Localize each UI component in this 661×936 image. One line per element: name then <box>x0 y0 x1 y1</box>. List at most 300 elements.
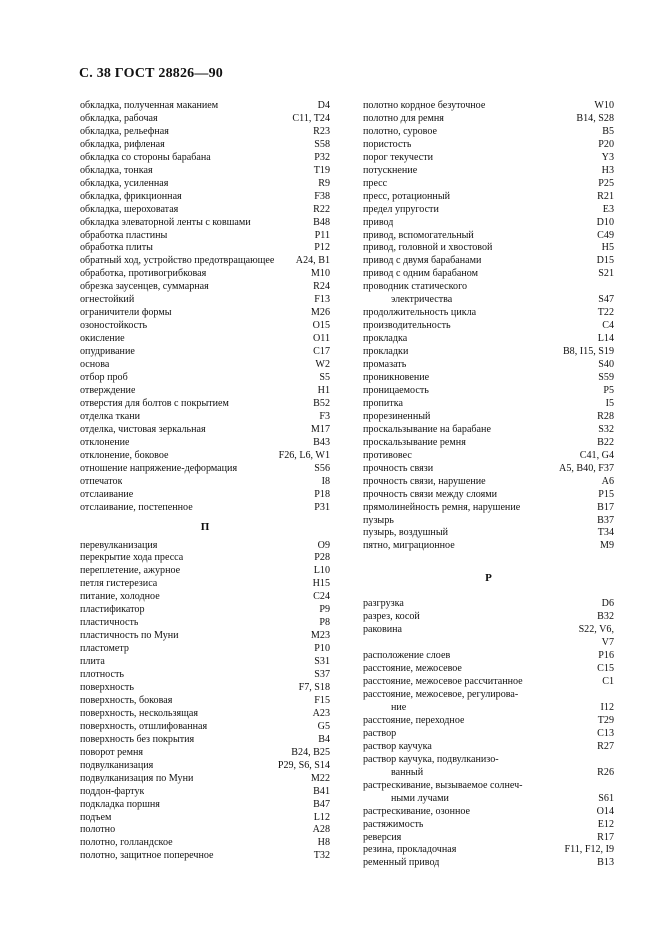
index-code: R9 <box>318 177 330 189</box>
index-entry <box>363 191 614 204</box>
index-term: прочность связи между слоями <box>363 488 498 500</box>
index-entry <box>80 268 330 281</box>
index-code: H15 <box>312 578 330 590</box>
index-entry <box>363 255 614 268</box>
index-code: M10 <box>310 268 330 280</box>
index-term: пористость <box>363 138 412 150</box>
index-entry <box>80 502 330 515</box>
index-term: прокладка <box>363 333 408 345</box>
index-entry <box>80 242 330 255</box>
index-code: C49 <box>597 229 614 241</box>
index-entry <box>363 624 614 637</box>
index-code: P18 <box>314 488 330 500</box>
index-code: S40 <box>598 359 614 371</box>
index-code: S21 <box>598 268 614 280</box>
index-column-right <box>363 100 614 870</box>
index-entry <box>80 139 330 152</box>
index-entry <box>80 307 330 320</box>
index-term: реверсия <box>363 831 402 843</box>
index-code: D4 <box>317 100 330 111</box>
index-code: C41, G4 <box>579 449 614 461</box>
index-entry <box>363 476 614 489</box>
index-term: расстояние, переходное <box>363 714 465 726</box>
index-list-o <box>80 100 330 515</box>
index-term: пузырь, воздушный <box>363 527 449 539</box>
index-entry <box>80 437 330 450</box>
index-term: противовес <box>363 449 412 461</box>
index-entry <box>363 450 614 463</box>
index-code: W10 <box>594 100 614 111</box>
index-entry <box>363 463 614 476</box>
index-entry <box>80 540 330 553</box>
index-entry <box>80 812 330 825</box>
index-entry <box>80 617 330 630</box>
index-code: C1 <box>602 676 614 688</box>
index-code: D10 <box>596 216 614 228</box>
index-entry <box>363 676 614 689</box>
index-code: A24, B1 <box>295 255 330 267</box>
index-code: E12 <box>597 818 614 830</box>
index-term: привод, вспомогательный <box>363 229 474 241</box>
index-code: R23 <box>313 125 330 137</box>
index-term: подкладка поршня <box>80 798 160 810</box>
index-entry <box>80 320 330 333</box>
index-entry <box>363 165 614 178</box>
index-term: озоностойкость <box>80 320 148 332</box>
index-term: полотно для ремня <box>363 112 444 124</box>
index-term: основа <box>80 359 110 371</box>
index-entry <box>363 372 614 385</box>
index-term: полотно, голландское <box>80 837 173 849</box>
index-list-p <box>80 540 330 864</box>
index-code: S58 <box>314 138 330 150</box>
index-term: привод с одним барабаном <box>363 268 478 280</box>
index-entry <box>363 281 614 294</box>
index-term: обработка пластины <box>80 229 168 241</box>
index-term: проскальзывание ремня <box>363 436 466 448</box>
index-entry <box>363 793 614 806</box>
index-term: пузырь <box>363 514 394 526</box>
index-entry <box>80 281 330 294</box>
index-code: P20 <box>598 138 614 150</box>
index-code: F3 <box>319 410 330 422</box>
index-entry <box>80 669 330 682</box>
index-code: M9 <box>599 540 614 552</box>
index-term: пластометр <box>80 643 129 655</box>
index-term: резина, прокладочная <box>363 844 457 856</box>
index-entry <box>80 760 330 773</box>
index-entry <box>363 502 614 515</box>
index-entry <box>80 411 330 424</box>
index-entry <box>80 630 330 643</box>
index-code: T22 <box>597 307 614 319</box>
index-term: отверждение <box>80 384 136 396</box>
index-term: пластичность по Муни <box>80 630 179 642</box>
index-term: проникновение <box>363 372 430 384</box>
index-code: P8 <box>319 617 330 629</box>
index-code: S37 <box>314 669 330 681</box>
index-term: производительность <box>363 320 451 332</box>
index-code: F13 <box>314 294 330 306</box>
index-code: C17 <box>313 346 330 358</box>
index-term: обкладка, фрикционная <box>80 190 182 202</box>
index-term: отклонение, боковое <box>80 449 169 461</box>
index-entry <box>363 741 614 754</box>
index-term: обкладка, полученная маканием <box>80 100 219 111</box>
index-code: M17 <box>310 423 330 435</box>
index-code: S22, V6, <box>578 624 614 636</box>
index-code: P10 <box>314 643 330 655</box>
index-code: P9 <box>319 604 330 616</box>
index-term: продолжительность цикла <box>363 307 477 319</box>
index-code: O9 <box>317 539 330 551</box>
index-code: C4 <box>602 320 614 332</box>
index-code: B17 <box>597 501 614 513</box>
index-entry <box>363 346 614 359</box>
index-code: S5 <box>319 372 330 384</box>
index-code: H8 <box>317 837 330 849</box>
index-entry <box>80 191 330 204</box>
index-code: B37 <box>597 514 614 526</box>
index-entry <box>80 333 330 346</box>
index-entry <box>80 695 330 708</box>
index-code: R17 <box>597 831 614 843</box>
section-letter-r: Р <box>485 572 492 585</box>
index-term: отверстия для болтов с покрытием <box>80 397 229 409</box>
index-term: проницаемость <box>363 384 429 396</box>
index-entry <box>80 178 330 191</box>
index-entry <box>80 476 330 489</box>
index-entry <box>80 113 330 126</box>
index-entry <box>80 463 330 476</box>
index-entry <box>363 268 614 281</box>
index-term: растяжимость <box>363 818 424 830</box>
index-entry <box>363 100 614 113</box>
index-term: перекрытие хода пресса <box>80 552 184 564</box>
index-term: промазать <box>363 359 407 371</box>
index-term: пресс, ротационный <box>363 190 450 202</box>
index-code: P16 <box>598 650 614 662</box>
index-term: расстояние, межосевое рассчитанное <box>363 676 523 688</box>
index-entry <box>80 786 330 799</box>
index-entry <box>80 850 330 863</box>
index-term: прочность связи <box>363 462 434 474</box>
index-entry <box>363 294 614 307</box>
index-code: L12 <box>313 811 330 823</box>
index-code: B5 <box>602 125 614 137</box>
index-code: I12 <box>600 701 614 713</box>
index-entry <box>363 663 614 676</box>
index-term: проводник статического <box>363 281 468 293</box>
index-term: пластичность <box>80 617 139 629</box>
index-code: M22 <box>310 772 330 784</box>
index-entry <box>80 721 330 734</box>
index-entry <box>363 230 614 243</box>
index-entry <box>363 217 614 230</box>
index-code: C11, T24 <box>292 112 330 124</box>
index-code: I5 <box>605 397 614 409</box>
index-code: I8 <box>321 475 330 487</box>
index-entry <box>80 604 330 617</box>
index-entry <box>363 780 614 793</box>
index-entry <box>80 398 330 411</box>
index-entry <box>80 152 330 165</box>
index-term: потускнение <box>363 164 418 176</box>
index-term: питание, холодное <box>80 591 160 603</box>
index-code: F7, S18 <box>298 681 330 693</box>
index-code: O11 <box>312 333 330 345</box>
index-entry <box>80 346 330 359</box>
index-term: ние <box>391 701 407 713</box>
index-entry <box>363 637 614 650</box>
index-term: подвулканизация <box>80 759 154 771</box>
index-entry <box>80 165 330 178</box>
index-code: S31 <box>314 656 330 668</box>
index-list-r <box>363 598 614 870</box>
index-term: поверхность <box>80 681 134 693</box>
index-entry <box>363 527 614 540</box>
index-code: T34 <box>597 527 614 539</box>
index-code: C15 <box>597 663 614 675</box>
index-code: P25 <box>598 177 614 189</box>
index-code: R28 <box>597 410 614 422</box>
index-term: пластификатор <box>80 604 145 616</box>
index-code: R22 <box>313 203 330 215</box>
index-entry <box>363 754 614 767</box>
index-term: ванный <box>391 766 424 778</box>
index-entry <box>363 411 614 424</box>
index-code: M23 <box>310 630 330 642</box>
index-entry <box>80 217 330 230</box>
index-entry <box>363 611 614 624</box>
index-code: R21 <box>597 190 614 202</box>
index-term: петля гистерезиса <box>80 578 158 590</box>
index-term: обкладка, шероховатая <box>80 203 179 215</box>
index-code: P15 <box>598 488 614 500</box>
index-term: обработка, противогрибковая <box>80 268 207 280</box>
index-entry <box>363 242 614 255</box>
index-term: обкладка, рабочая <box>80 112 158 124</box>
index-term: ными лучами <box>391 792 449 804</box>
index-term: ограничители формы <box>80 307 172 319</box>
index-code: P31 <box>314 501 330 513</box>
index-entry <box>80 255 330 268</box>
index-term: поддон-фартук <box>80 785 145 797</box>
index-entry <box>80 294 330 307</box>
index-code: Y3 <box>601 151 614 163</box>
index-code: H1 <box>317 384 330 396</box>
index-code: C13 <box>597 727 614 739</box>
index-term: плотность <box>80 669 124 681</box>
index-code: B22 <box>597 436 614 448</box>
index-code: B52 <box>313 397 330 409</box>
index-entry <box>80 230 330 243</box>
index-code: F26, L6, W1 <box>278 449 330 461</box>
index-entry <box>80 100 330 113</box>
index-term: обкладка со стороны барабана <box>80 151 211 163</box>
index-code: A6 <box>601 475 614 487</box>
index-term: пропитка <box>363 397 403 409</box>
index-term: прокладки <box>363 346 409 358</box>
index-term: отпечаток <box>80 475 123 487</box>
index-term: обрезка заусенцев, суммарная <box>80 281 209 293</box>
index-code: E3 <box>602 203 614 215</box>
index-term: расстояние, межосевое, регулирова- <box>363 689 519 701</box>
index-code: B8, I15, S19 <box>562 346 614 358</box>
index-code: S47 <box>598 294 614 306</box>
index-term: прорезиненный <box>363 410 431 422</box>
index-code: B48 <box>313 216 330 228</box>
index-term: прочность связи, нарушение <box>363 475 486 487</box>
index-term: раствор каучука, подвулканизо- <box>363 753 499 765</box>
index-term: разрез, косой <box>363 611 420 623</box>
index-entry <box>80 799 330 812</box>
index-code: S59 <box>598 372 614 384</box>
index-term: поверхность без покрытия <box>80 733 195 745</box>
index-term: отслаивание, постепенное <box>80 501 193 513</box>
index-code: B41 <box>313 785 330 797</box>
index-entry <box>363 178 614 191</box>
index-entry <box>80 450 330 463</box>
index-entry <box>363 333 614 346</box>
index-term: отделка ткани <box>80 410 141 422</box>
index-entry <box>363 832 614 845</box>
index-code: B47 <box>313 798 330 810</box>
index-code: D15 <box>596 255 614 267</box>
index-entry <box>363 702 614 715</box>
index-term: расположение слоев <box>363 650 451 662</box>
index-term: переплетение, ажурное <box>80 565 181 577</box>
index-term: перевулканизация <box>80 539 158 551</box>
index-code: D6 <box>601 598 614 610</box>
index-code: F15 <box>314 694 330 706</box>
index-term: подъем <box>80 811 112 823</box>
index-code: H5 <box>601 242 614 254</box>
index-term: отклонение <box>80 436 130 448</box>
index-entry <box>80 578 330 591</box>
index-code: T29 <box>597 714 614 726</box>
index-entry <box>80 204 330 217</box>
index-term: растрескивание, озонное <box>363 805 471 817</box>
index-term: пресс <box>363 177 388 189</box>
index-code: F11, F12, I9 <box>564 844 614 856</box>
index-term: плита <box>80 656 105 668</box>
index-entry <box>363 767 614 780</box>
index-code: P12 <box>314 242 330 254</box>
index-term: обкладка, рельефная <box>80 125 169 137</box>
index-term: отслаивание <box>80 488 134 500</box>
index-term: обратный ход, устройство предотвращающее <box>80 255 275 267</box>
index-entry <box>363 359 614 372</box>
index-entry <box>80 656 330 669</box>
index-term: раствор <box>363 727 397 739</box>
index-entry <box>363 307 614 320</box>
index-entry <box>363 598 614 611</box>
index-code: S32 <box>598 423 614 435</box>
index-entry <box>363 385 614 398</box>
index-term: обработка плиты <box>80 242 153 254</box>
index-code: A23 <box>312 707 330 719</box>
index-term: разгрузка <box>363 598 404 610</box>
index-term: электричества <box>391 294 453 306</box>
index-term: полотно, защитное поперечное <box>80 850 214 862</box>
index-code: A28 <box>312 824 330 836</box>
index-code: P32 <box>314 151 330 163</box>
index-code: G5 <box>317 720 330 732</box>
index-code: O14 <box>596 805 614 817</box>
index-entry <box>363 819 614 832</box>
index-term: полотно, суровое <box>363 125 438 137</box>
index-term: поворот ремня <box>80 746 144 758</box>
index-code: P5 <box>603 384 614 396</box>
index-entry <box>80 747 330 760</box>
index-code: P11 <box>314 229 330 241</box>
index-entry <box>363 398 614 411</box>
index-entry <box>363 113 614 126</box>
index-code: S61 <box>598 792 614 804</box>
index-term: прямолинейность ремня, нарушение <box>363 501 521 513</box>
section-letter-p: П <box>200 520 210 533</box>
index-list-p-cont <box>363 100 614 553</box>
index-code: T32 <box>313 850 330 862</box>
index-code: B43 <box>313 436 330 448</box>
index-entry <box>363 489 614 502</box>
index-entry <box>363 152 614 165</box>
index-code: B32 <box>597 611 614 623</box>
index-entry <box>80 565 330 578</box>
index-code: B24, B25 <box>291 746 330 758</box>
index-entry <box>363 437 614 450</box>
index-code: B4 <box>318 733 330 745</box>
index-term: привод, головной и хвостовой <box>363 242 493 254</box>
index-entry <box>80 126 330 139</box>
index-entry <box>80 734 330 747</box>
index-term: пятно, миграционное <box>363 540 455 552</box>
index-entry <box>80 643 330 656</box>
index-entry <box>363 650 614 663</box>
index-code: S56 <box>314 462 330 474</box>
index-entry <box>363 540 614 553</box>
index-term: отбор проб <box>80 372 128 384</box>
index-term: окисление <box>80 333 125 345</box>
index-term: огнестойкий <box>80 294 135 306</box>
index-term: обкладка элеваторной ленты с ковшами <box>80 216 251 228</box>
index-code: R27 <box>597 740 614 752</box>
index-entry <box>80 708 330 721</box>
index-term: поверхность, отшлифованная <box>80 720 208 732</box>
index-term: поверхность, нескользящая <box>80 707 199 719</box>
index-term: подвулканизация по Муни <box>80 772 194 784</box>
index-code: L10 <box>313 565 330 577</box>
index-term: отношение напряжение-деформация <box>80 462 238 474</box>
index-code: T19 <box>313 164 330 176</box>
index-entry <box>80 682 330 695</box>
index-entry <box>363 515 614 528</box>
index-code: A5, B40, F37 <box>559 462 614 474</box>
index-entry <box>80 385 330 398</box>
index-term: поверхность, боковая <box>80 694 173 706</box>
index-code: H3 <box>601 164 614 176</box>
index-entry <box>80 773 330 786</box>
index-term: полотно кордное безуточное <box>363 100 486 111</box>
index-code: M26 <box>310 307 330 319</box>
index-entry <box>80 372 330 385</box>
index-code: O15 <box>312 320 330 332</box>
index-term: отделка, чистовая зеркальная <box>80 423 206 435</box>
index-code: R24 <box>313 281 330 293</box>
index-term: раковина <box>363 624 403 636</box>
index-code: R26 <box>597 766 614 778</box>
